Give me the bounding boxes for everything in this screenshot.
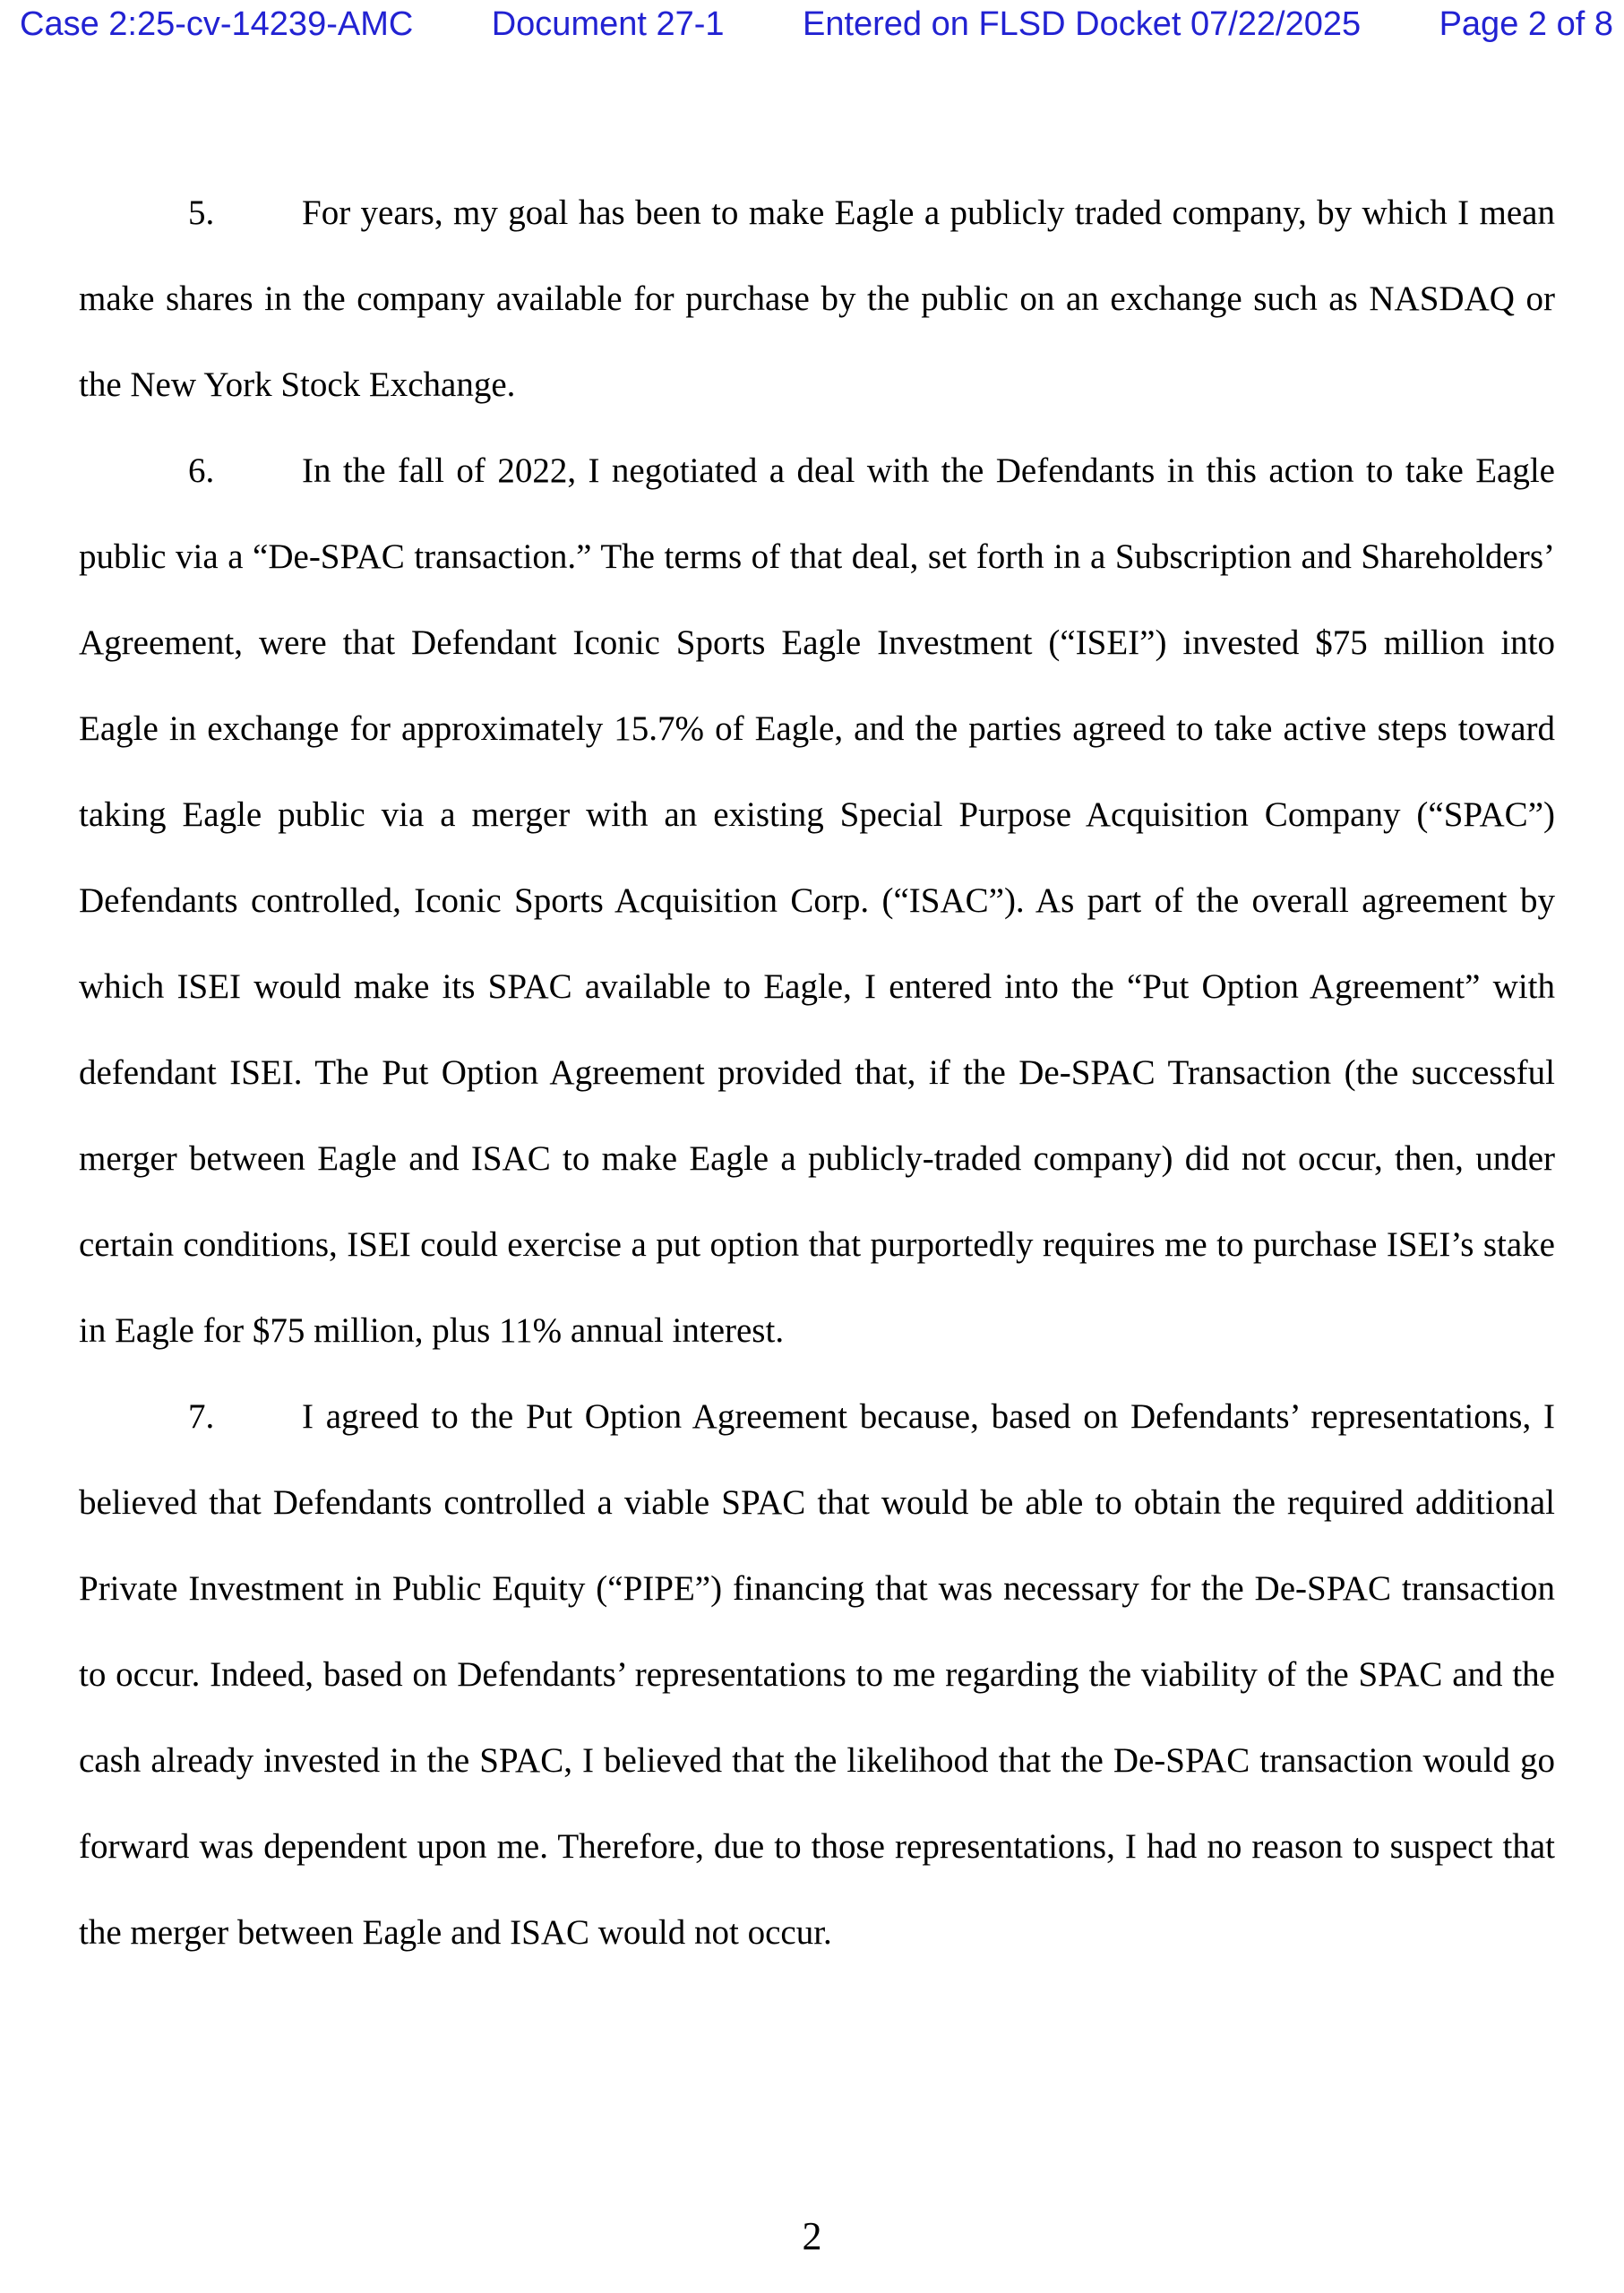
- docket-entry: Entered on FLSD Docket 07/22/2025: [802, 5, 1362, 43]
- case-number: Case 2:25-cv-14239-AMC: [20, 5, 414, 43]
- paragraph-text: I agreed to the Put Option Agreement because, based on Defendants’ representations, I believed that Defendants controlled a viable SPAC that would be able to obtain the required additional Private Investment in Public Equity (“PIPE”) financing that was necessary for the De-SPAC transaction to occur. Indeed, based on Defendants’ representations to me regarding the viability of the SPAC and the cash already invested in the SPAC, I believed that the likelihood that the De-SPAC transaction would go forward was dependent upon me. Therefore, due to those representations, I had no reason to suspect that the merger between Eagle and ISAC would not occur.: [79, 1397, 1555, 1952]
- document-number: Document 27-1: [491, 5, 725, 43]
- page-number: 2: [802, 2214, 822, 2258]
- paragraph-number: 7.: [188, 1397, 215, 1436]
- paragraph-text: In the fall of 2022, I negotiated a deal with the Defendants in this action to take Eagle public via a “De-SPAC transaction.” The terms of that deal, set forth in a Subscription and Shareholders’ Agreement, were that Defendant Iconic Sports Eagle Investment (“ISEI”) invested $75 million into Eagle in exchange for approximately 15.7% of Eagle, and the parties agreed to take active steps toward taking Eagle public via a merger with an existing Special Purpose Acquisition Company (“SPAC”) Defendants controlled, Iconic Sports Acquisition Corp. (“ISAC”). As part of the overall agreement by which ISEI would make its SPAC available to Eagle, I entered into the “Put Option Agreement” with defendant ISEI. The Put Option Agreement provided that, if the De-SPAC Transaction (the successful merger between Eagle and ISAC to make Eagle a publicly-traded company) did not occur, then, under certain conditions, ISEI could exercise a put option that purportedly requires me to purchase ISEI’s stake in Eagle for $75 million, plus 11% annual interest.: [79, 451, 1555, 1350]
- page-indicator: Page 2 of 8: [1439, 5, 1613, 43]
- case-stamp-header: [20, 5, 1613, 44]
- paragraph-5: [79, 170, 1555, 428]
- paragraph-number: 6.: [188, 451, 215, 490]
- paragraph-6: [79, 428, 1555, 1374]
- declaration-body: [79, 170, 1555, 1976]
- paragraph-text: For years, my goal has been to make Eagle a publicly traded company, by which I mean make shares in the company available for purchase by the public on an exchange such as NASDAQ or the New York Stock Exchange.: [79, 193, 1555, 404]
- paragraph-7: [79, 1374, 1555, 1976]
- paragraph-number: 5.: [188, 193, 215, 232]
